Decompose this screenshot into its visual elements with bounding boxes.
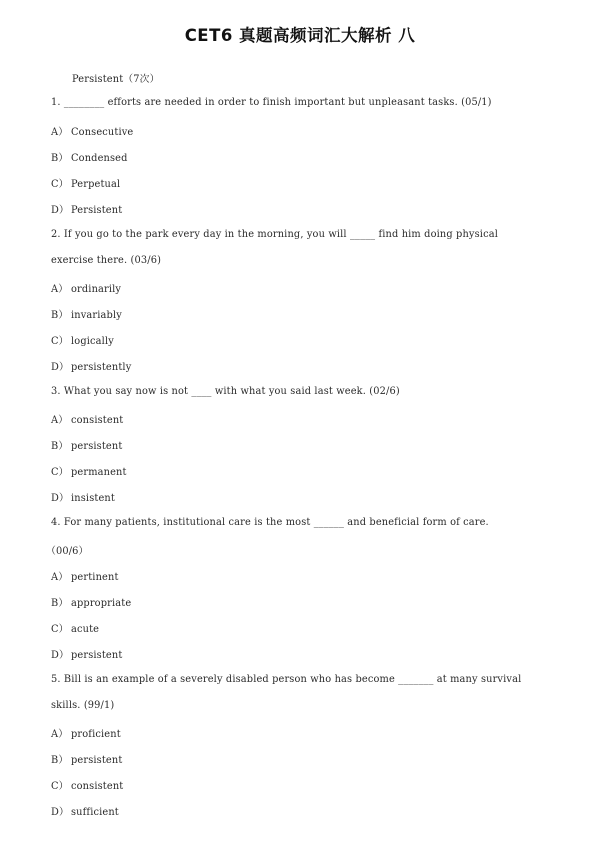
option-text: consistent	[71, 781, 124, 792]
option-b[interactable]	[51, 150, 128, 164]
option-d[interactable]	[51, 202, 122, 216]
option-letter: B）	[51, 441, 69, 452]
option-letter: C）	[51, 624, 69, 635]
question-stem: 1. ________ efforts are needed in order to finish important but unpleasant tasks. (05/1)	[51, 97, 492, 108]
option-d[interactable]	[51, 804, 119, 818]
option-text: Consecutive	[71, 127, 134, 138]
question-stem: 5. Bill is an example of a severely disabled person who has become _______ at many survival	[51, 674, 522, 685]
option-a[interactable]	[51, 569, 119, 583]
option-b[interactable]	[51, 752, 122, 766]
option-text: logically	[71, 336, 114, 347]
option-letter: A）	[51, 284, 69, 295]
option-text: proficient	[71, 729, 121, 740]
option-a[interactable]	[51, 281, 121, 295]
option-d[interactable]	[51, 490, 115, 504]
option-letter: D）	[51, 205, 69, 216]
page-title: CET6 真题高频词汇大解析 八	[184, 26, 416, 45]
option-text: appropriate	[71, 598, 132, 609]
option-letter: D）	[51, 650, 69, 661]
option-letter: B）	[51, 598, 69, 609]
option-d[interactable]	[51, 359, 131, 373]
option-letter: A）	[51, 415, 69, 426]
option-text: consistent	[71, 415, 124, 426]
question-stem: 3. What you say now is not ____ with what you said last week. (02/6)	[51, 386, 400, 397]
question-stem-continued: exercise there. (03/6)	[51, 255, 162, 266]
option-a[interactable]	[51, 726, 121, 740]
option-c[interactable]	[51, 333, 114, 347]
option-text: pertinent	[71, 572, 119, 583]
option-letter: A）	[51, 729, 69, 740]
option-c[interactable]	[51, 621, 99, 635]
option-b[interactable]	[51, 438, 122, 452]
option-text: persistent	[71, 650, 123, 661]
option-letter: B）	[51, 310, 69, 321]
option-text: permanent	[71, 467, 127, 478]
question-stem-continued: skills. (99/1)	[51, 700, 115, 711]
option-letter: C）	[51, 179, 69, 190]
option-text: Condensed	[71, 153, 128, 164]
option-c[interactable]	[51, 176, 120, 190]
option-letter: A）	[51, 572, 69, 583]
option-text: Perpetual	[71, 179, 121, 190]
option-text: ordinarily	[71, 284, 122, 295]
option-b[interactable]	[51, 595, 131, 609]
option-text: acute	[71, 624, 100, 635]
option-letter: D）	[51, 362, 69, 373]
question-stem: 2. If you go to the park every day in the morning, you will _____ find him doing physical	[51, 229, 498, 240]
option-a[interactable]	[51, 412, 123, 426]
option-c[interactable]	[51, 778, 123, 792]
option-letter: C）	[51, 336, 69, 347]
option-a[interactable]	[51, 124, 133, 138]
option-text: Persistent	[71, 205, 123, 216]
option-letter: A）	[51, 127, 69, 138]
option-text: insistent	[71, 493, 115, 504]
option-text: persistent	[71, 441, 123, 452]
question-stem: 4. For many patients, institutional care is the most ______ and beneficial form of care.	[51, 517, 489, 528]
option-text: invariably	[71, 310, 122, 321]
section-heading: Persistent（7次）	[72, 74, 160, 85]
option-letter: C）	[51, 467, 69, 478]
option-letter: D）	[51, 807, 69, 818]
option-text: persistent	[71, 755, 123, 766]
question-stem-continued: （00/6）	[46, 546, 89, 557]
option-letter: B）	[51, 153, 69, 164]
option-letter: D）	[51, 493, 69, 504]
option-b[interactable]	[51, 307, 122, 321]
option-text: sufficient	[71, 807, 119, 818]
option-c[interactable]	[51, 464, 127, 478]
option-letter: C）	[51, 781, 69, 792]
option-letter: B）	[51, 755, 69, 766]
option-text: persistently	[71, 362, 132, 373]
option-d[interactable]	[51, 647, 122, 661]
